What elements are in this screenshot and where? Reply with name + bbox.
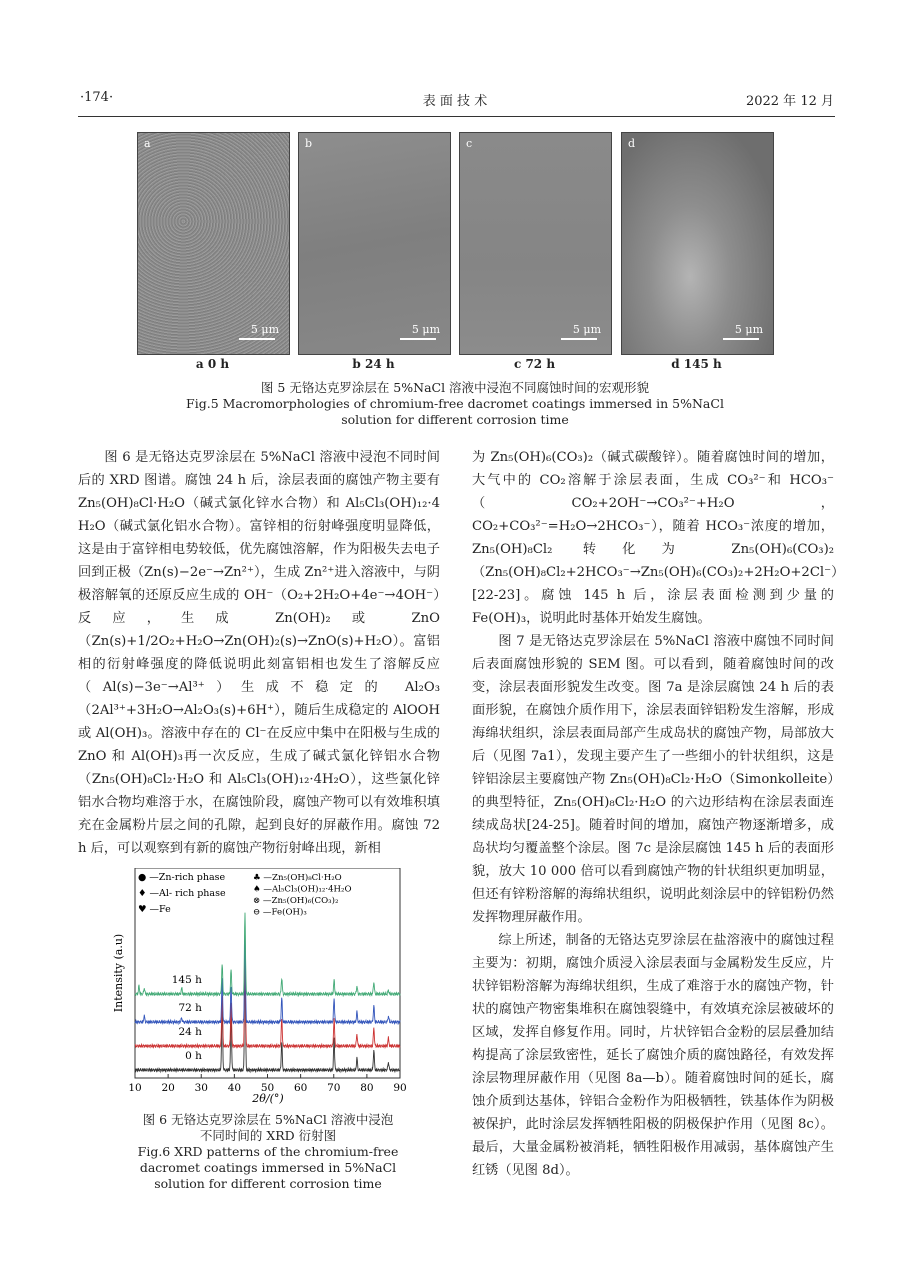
scale-bar xyxy=(239,338,275,340)
xrd-chart xyxy=(108,868,428,1108)
x-tick-label: 80 xyxy=(360,1082,374,1094)
paragraph: 图 7 是无铬达克罗涂层在 5%NaCl 溶液中腐蚀不同时间后表面腐蚀形貌的 SEM 图。可以看到，随着腐蚀时间的改变，涂层表面形貌发生改变。图 7a 是涂层腐蚀 24 h 后的表面形貌，在腐蚀介质作用下，涂层表面锌铝粉发生溶解，形成海绵状组织，涂层表面局部产生成岛状的腐蚀产物，局部放大后（见图 7a1），发现主要产生了一些细小的针状组织，这是锌铝涂层主要腐蚀产物 Zn₅(OH)₈Cl₂·H₂O（Simonkolleite）的典型特征，Zn₅(OH)₈Cl₂·H₂O 的六边形结构在涂层表面连续成岛状[24-25]。随着时间的增加，腐蚀产物逐渐增多，成岛状均匀覆盖整个涂层。图 7c 是涂层腐蚀 145 h 后的表面形貌，放大 10 000 倍可以看到腐蚀产物的针状组织更加明显，但还有锌粉溶解的海绵状组织，说明此刻涂层中的锌铝粉仍然发挥物理屏蔽作用。 xyxy=(472,634,834,925)
panel-letter: c xyxy=(466,137,473,150)
figure-6-caption xyxy=(108,1112,428,1192)
y-axis-label: Intensity (a.u) xyxy=(112,933,125,1013)
panel-letter: d xyxy=(628,137,636,150)
legend-item: ● —Zn-rich phase xyxy=(138,872,226,883)
series-label: 24 h xyxy=(178,1026,202,1038)
scale-bar xyxy=(400,338,436,340)
panel-letter: b xyxy=(305,137,313,150)
x-tick-label: 50 xyxy=(260,1082,275,1094)
scale-label: 5 μm xyxy=(572,323,601,336)
scale-label: 5 μm xyxy=(734,323,763,336)
legend-item: ⊗ —Zn₅(OH)₆(CO₃)₂ xyxy=(253,896,339,906)
panel-caption: a 0 h xyxy=(195,357,230,371)
panel-caption: c 72 h xyxy=(513,357,556,371)
left-column xyxy=(78,446,440,860)
caption-cn-line: 不同时间的 XRD 衍射图 xyxy=(199,1128,337,1143)
caption-en-line: Fig.6 XRD patterns of the chromium-free xyxy=(137,1144,399,1159)
scale-label: 5 μm xyxy=(250,323,279,336)
caption-en-line: Fig.5 Macromorphologies of chromium-free dacromet coatings immersed in 5%NaCl xyxy=(186,396,724,411)
page-number: ·174· xyxy=(80,90,114,105)
figure-5-caption xyxy=(0,380,910,428)
caption-en-line: solution for different corrosion time xyxy=(154,1176,382,1191)
legend-item: ⊖ —Fe(OH)₃ xyxy=(253,907,307,918)
panel-letter: a xyxy=(144,137,151,150)
series-label: 145 h xyxy=(171,974,202,986)
legend-item: ♠ —Al₅Cl₃(OH)₁₂·4H₂O xyxy=(253,884,352,895)
caption-cn-line: 图 6 无铬达克罗涂层在 5%NaCl 溶液中浸泡 xyxy=(142,1112,394,1127)
scale-label: 5 μm xyxy=(411,323,440,336)
x-tick-label: 10 xyxy=(128,1082,142,1094)
caption-cn: 图 5 无铬达克罗涂层在 5%NaCl 溶液中浸泡不同腐蚀时间的宏观形貌 xyxy=(260,380,650,395)
x-axis-label: 2θ/(°) xyxy=(252,1092,284,1105)
paragraph: 综上所述，制备的无铬达克罗涂层在盐溶液中的腐蚀过程主要为：初期，腐蚀介质浸入涂层表面与金属粉发生反应，片状锌铝粉溶解为海绵状组织，生成了难溶于水的腐蚀产物，针状的腐蚀产物密集堆积在腐蚀裂缝中，有效填充涂层被破坏的区域，发挥自修复作用。同时，片状锌铝合金粉的层层叠加结构提高了涂层致密性，延长了腐蚀介质的腐蚀路径，有效发挥涂层物理屏蔽作用（见图 8a—b）。随着腐蚀时间的延长，腐蚀介质到达基体，锌铝合金粉作为阳极牺牲，铁基体作为阴极被保护，此时涂层发挥牺牲阳极的阴极保护作用（见图 8c）。最后，大量金属粉被消耗，牺牲阳极作用减弱，基体腐蚀产生红锈（见图 8d）。 xyxy=(472,933,834,1178)
micrograph-d xyxy=(621,132,774,355)
paragraph: 为 Zn₅(OH)₆(CO₃)₂（碱式碳酸锌）。随着腐蚀时间的增加，大气中的 CO₂溶解于涂层表面，生成 CO₃²⁻和 HCO₃⁻（CO₂+2OH⁻→CO₃²⁻+H₂O，CO₂+CO₃²⁻=H₂O→2HCO₃⁻），随着 HCO₃⁻浓度的增加，Zn₅(OH)₈Cl₂ 转化为 Zn₅(OH)₆(CO₃)₂（Zn₅(OH)₈Cl₂+2HCO₃⁻→Zn₅(OH)₆(CO₃)₂+2H₂O+2Cl⁻）[22-23]。腐蚀 145 h 后，涂层表面检测到少量的 Fe(OH)₃，说明此时基体开始发生腐蚀。 xyxy=(472,450,845,626)
x-tick-label: 60 xyxy=(293,1082,308,1094)
scale-bar xyxy=(723,338,759,340)
panel-caption: b 24 h xyxy=(352,357,395,371)
legend-item: ♥ —Fe xyxy=(138,904,171,915)
right-column xyxy=(472,446,845,1182)
legend-item: ♦ —Al- rich phase xyxy=(138,888,226,899)
issue-date: 2022 年 12 月 xyxy=(745,94,834,109)
x-tick-label: 20 xyxy=(161,1082,175,1094)
header-rule xyxy=(78,116,835,117)
x-tick-label: 30 xyxy=(194,1082,208,1094)
series-label: 0 h xyxy=(185,1050,202,1062)
caption-en-line: dacromet coatings immersed in 5%NaCl xyxy=(139,1160,397,1175)
x-tick-label: 90 xyxy=(393,1082,407,1094)
paragraph: 图 6 是无铬达克罗涂层在 5%NaCl 溶液中浸泡不同时间后的 XRD 图谱。腐蚀 24 h 后，涂层表面的腐蚀产物主要有 Zn₅(OH)₈Cl·H₂O（碱式氯化锌水合物）和 Al₅Cl₃(OH)₁₂·4 H₂O（碱式氯化铝水合物）。富锌相的衍射峰强度明显降低，这是由于富锌相电势较低，优先腐蚀溶解，作为阳极失去电子回到正极（Zn(s)−2e⁻→Zn²⁺），生成 Zn²⁺进入溶液中，与阴极溶解氧的还原反应生成的 OH⁻（O₂+2H₂O+4e⁻→4OH⁻）反应，生成 Zn(OH)₂或 ZnO（Zn(s)+1/2O₂+H₂O→Zn(OH)₂(s)→ZnO(s)+H₂O）。富铝相的衍射峰强度的降低说明此刻富铝相也发生了溶解反应（Al(s)−3e⁻→Al³⁺）生成不稳定的 Al₂O₃（2Al³⁺+3H₂O→Al₂O₃(s)+6H⁺），随后生成稳定的 AlOOH 或 Al(OH)₃。溶液中存在的 Cl⁻在反应中集中在阳极与生成的 ZnO 和 Al(OH)₃再一次反应，生成了碱式氯化锌铝水合物（Zn₅(OH)₈Cl₂·H₂O 和 Al₅Cl₃(OH)₁₂·4H₂O），这些氯化锌铝水合物均难溶于水，在腐蚀阶段，腐蚀产物可以有效堆积填充在金属粉片层之间的孔隙，起到良好的屏蔽作用。腐蚀 72 h 后，可以观察到有新的腐蚀产物衍射峰出现，新相 xyxy=(78,450,440,856)
x-tick-label: 40 xyxy=(227,1082,242,1094)
scale-bar xyxy=(561,338,597,340)
micrograph-c xyxy=(459,132,612,355)
caption-en-line: solution for different corrosion time xyxy=(341,412,569,427)
micrograph-b xyxy=(298,132,451,355)
x-tick-label: 70 xyxy=(327,1082,341,1094)
series-label: 72 h xyxy=(178,1002,202,1014)
series-line xyxy=(135,945,400,1047)
journal-title: 表 面 技 术 xyxy=(422,94,488,109)
legend-item: ♣ —Zn₅(OH)₈Cl·H₂O xyxy=(253,873,342,883)
micrograph-a xyxy=(137,132,290,355)
panel-caption: d 145 h xyxy=(671,357,722,371)
